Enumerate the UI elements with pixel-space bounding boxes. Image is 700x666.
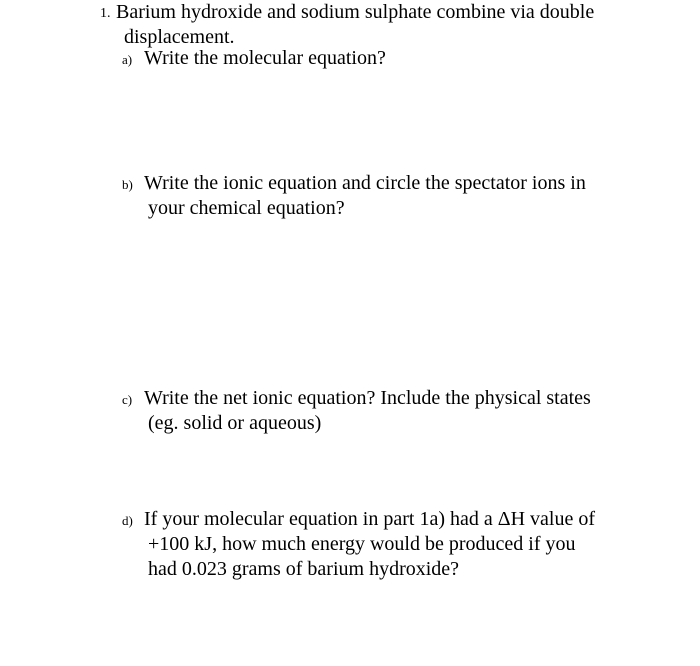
part-b: [122, 171, 642, 221]
part-d-line-2: +100 kJ, how much energy would be produced if you: [148, 533, 576, 555]
part-c: [122, 386, 642, 436]
part-d-text: [144, 507, 642, 582]
question-number: 1.: [100, 6, 111, 21]
part-b-label: b): [122, 177, 133, 192]
part-b-line-1: Write the ionic equation and circle the spectator ions in: [144, 172, 586, 194]
part-a: [122, 46, 642, 71]
part-a-text: [144, 46, 642, 71]
part-c-line-2: (eg. solid or aqueous): [148, 412, 322, 434]
part-a-line-1: Write the molecular equation?: [144, 47, 386, 69]
part-d-line-1: If your molecular equation in part 1a) had a ΔH value of: [144, 508, 596, 530]
question-1: [100, 0, 660, 50]
part-a-label: a): [122, 52, 133, 67]
part-d-line-3: had 0.023 grams of barium hydroxide?: [148, 558, 460, 580]
part-d-label: d): [122, 513, 133, 528]
part-b-line-2: your chemical equation?: [148, 197, 345, 219]
part-c-label: c): [122, 392, 133, 407]
part-b-text: [144, 171, 642, 221]
part-d: [122, 507, 642, 582]
part-c-text: [144, 386, 642, 436]
question-text: Barium hydroxide and sodium sulphate combine via double displacement.: [116, 1, 595, 48]
part-c-line-1: Write the net ionic equation? Include the physical states: [144, 387, 591, 409]
